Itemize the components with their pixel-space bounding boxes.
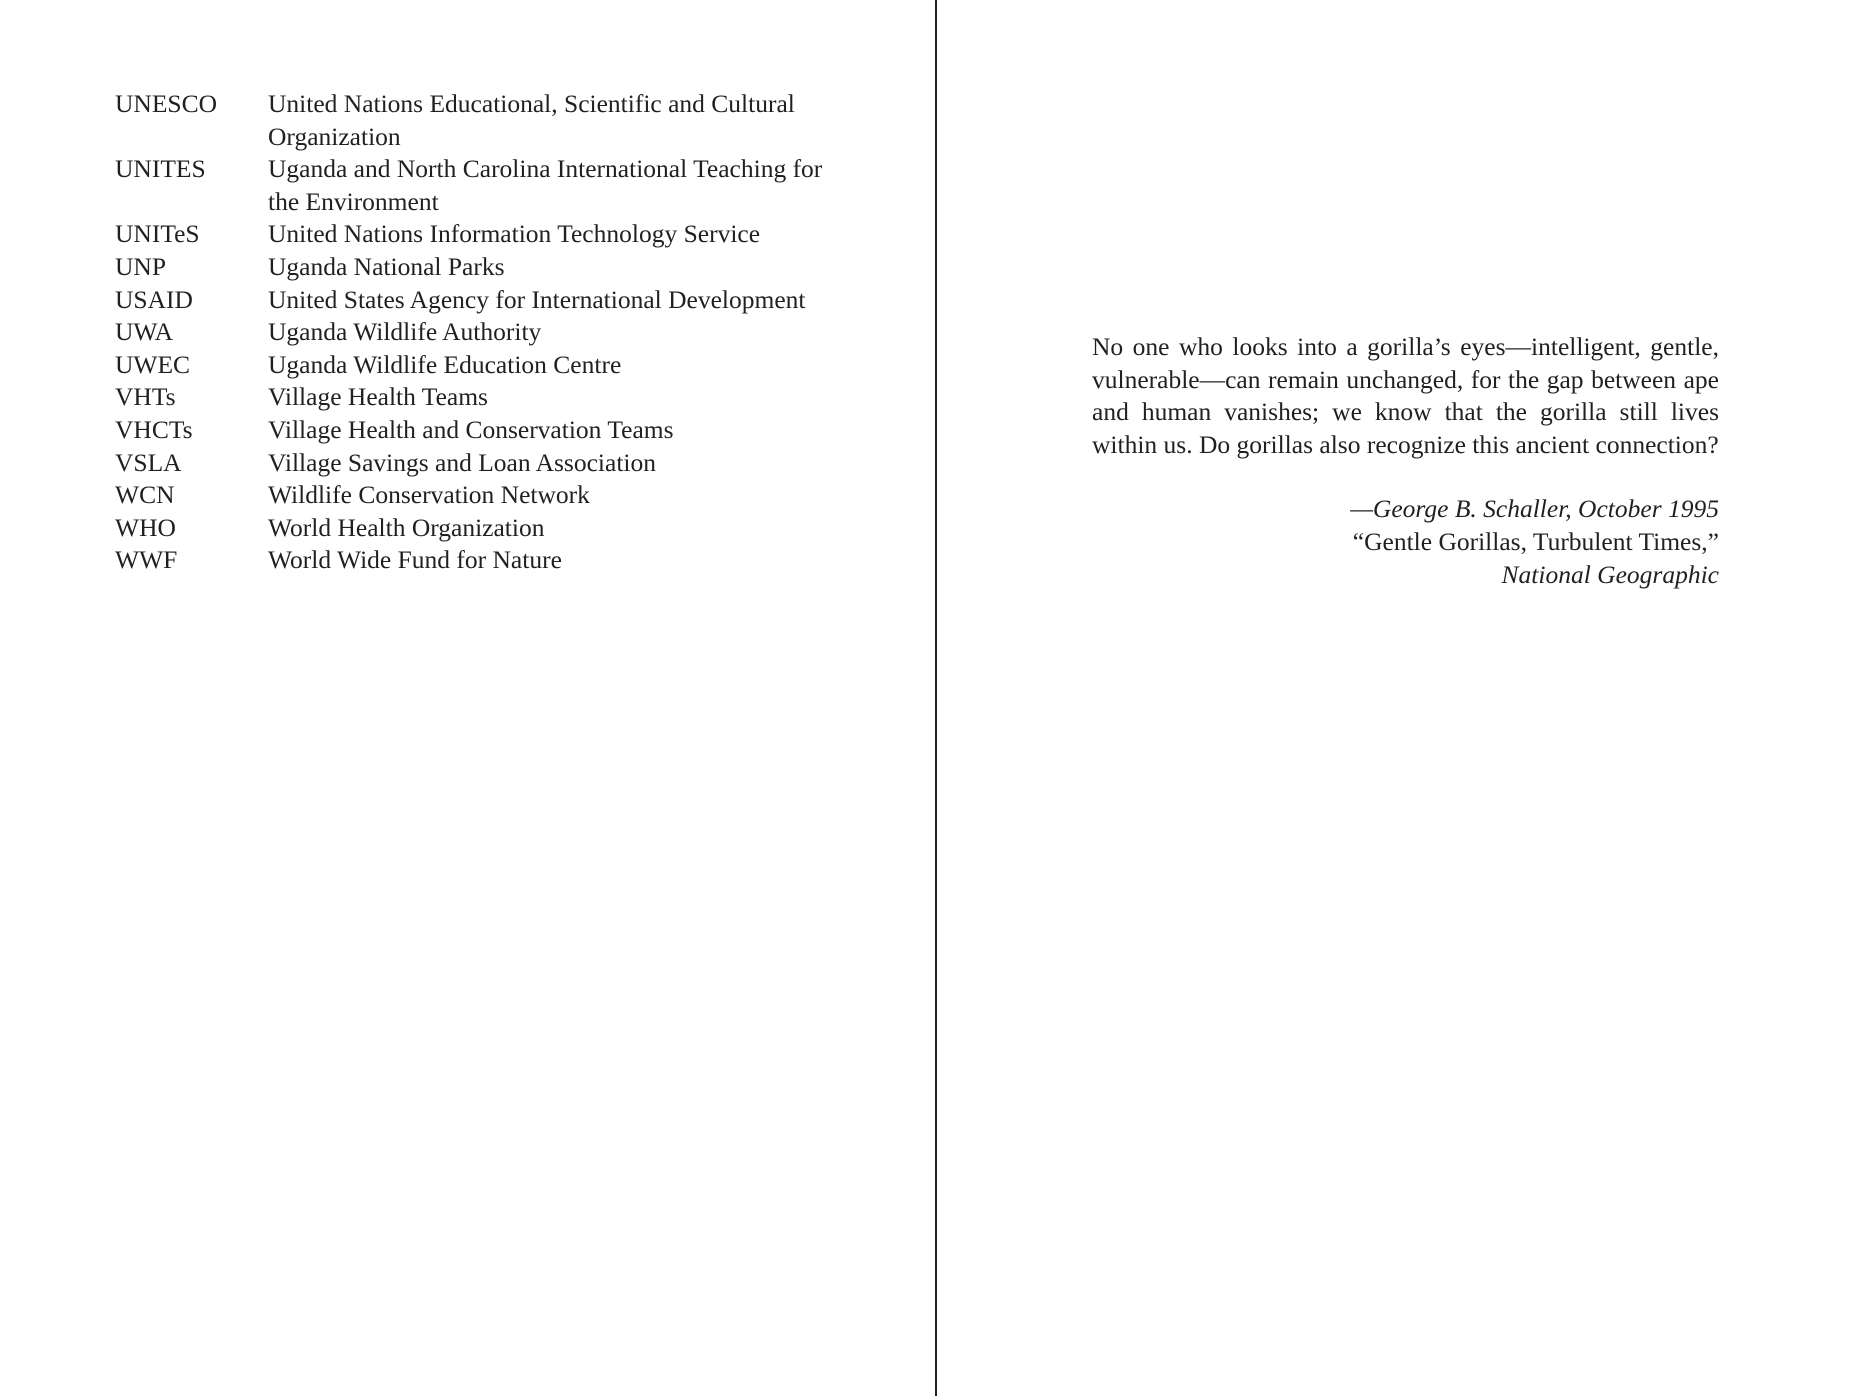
- abbreviation-row: [115, 153, 835, 218]
- abbreviation-row: [115, 218, 835, 251]
- abbreviation-term: WCN: [115, 480, 175, 510]
- abbreviation-definition: United States Agency for International Development: [268, 284, 806, 314]
- abbreviation-row: [115, 284, 835, 317]
- abbreviation-term: UWEC: [115, 349, 191, 379]
- abbreviation-row: [115, 316, 835, 349]
- abbreviation-definition: United Nations Educational, Scientific and Cultural Organization: [268, 89, 795, 151]
- abbreviation-row: [115, 512, 835, 545]
- abbreviation-definition: World Wide Fund for Nature: [268, 545, 562, 575]
- attribution-publication: National Geographic: [1501, 559, 1719, 589]
- abbreviation-definition: Uganda Wildlife Authority: [268, 317, 542, 347]
- attribution-article-title: “Gentle Gorillas, Turbulent Times,”: [1352, 526, 1719, 556]
- abbreviation-row: [115, 544, 835, 577]
- attribution-author: —George B. Schaller, October 1995: [1350, 494, 1719, 524]
- right-page: [937, 0, 1862, 1396]
- abbreviation-row: [115, 479, 835, 512]
- abbreviation-term: UWA: [115, 317, 174, 347]
- abbreviation-term: WWF: [115, 545, 178, 575]
- abbreviation-term: UNESCO: [115, 89, 218, 118]
- abbreviation-row: [115, 414, 835, 447]
- abbreviation-definition: Wildlife Conservation Network: [268, 480, 590, 510]
- abbreviation-term: VHCTs: [115, 414, 193, 444]
- abbreviation-definition: Uganda National Parks: [268, 251, 505, 281]
- abbreviation-term: WHO: [115, 512, 176, 542]
- abbreviation-term: UNITeS: [115, 219, 200, 249]
- abbreviation-term: USAID: [115, 284, 193, 314]
- abbreviation-definition: Uganda Wildlife Education Centre: [268, 349, 622, 379]
- abbreviation-row: [115, 381, 835, 414]
- abbreviation-definition: Village Health and Conservation Teams: [268, 414, 674, 444]
- epigraph-quote: No one who looks into a gorilla’s eyes—intelligent, gentle, vulnerable—can remain unchanged, for the gap between ape and human vanishes; we know that the gorilla still lives within us. Do gorillas also recognize this ancient connection?: [1092, 332, 1719, 459]
- epigraph-attribution: [1092, 493, 1719, 591]
- abbreviation-term: VSLA: [115, 447, 182, 477]
- abbreviation-definition: Village Savings and Loan Association: [268, 447, 656, 477]
- abbreviation-row: [115, 349, 835, 382]
- abbreviation-term: VHTs: [115, 382, 176, 412]
- abbreviation-definition: United Nations Information Technology Service: [268, 219, 761, 249]
- abbreviations-list: [115, 88, 835, 577]
- abbreviation-row: [115, 447, 835, 480]
- abbreviation-definition: World Health Organization: [268, 512, 545, 542]
- abbreviation-definition: Uganda and North Carolina International Teaching for the Environment: [268, 154, 823, 216]
- epigraph: [1092, 331, 1719, 591]
- abbreviation-row: [115, 251, 835, 284]
- abbreviation-definition: Village Health Teams: [268, 382, 488, 412]
- abbreviation-term: UNP: [115, 251, 167, 281]
- abbreviation-term: UNITES: [115, 154, 206, 184]
- abbreviation-row: [115, 88, 835, 153]
